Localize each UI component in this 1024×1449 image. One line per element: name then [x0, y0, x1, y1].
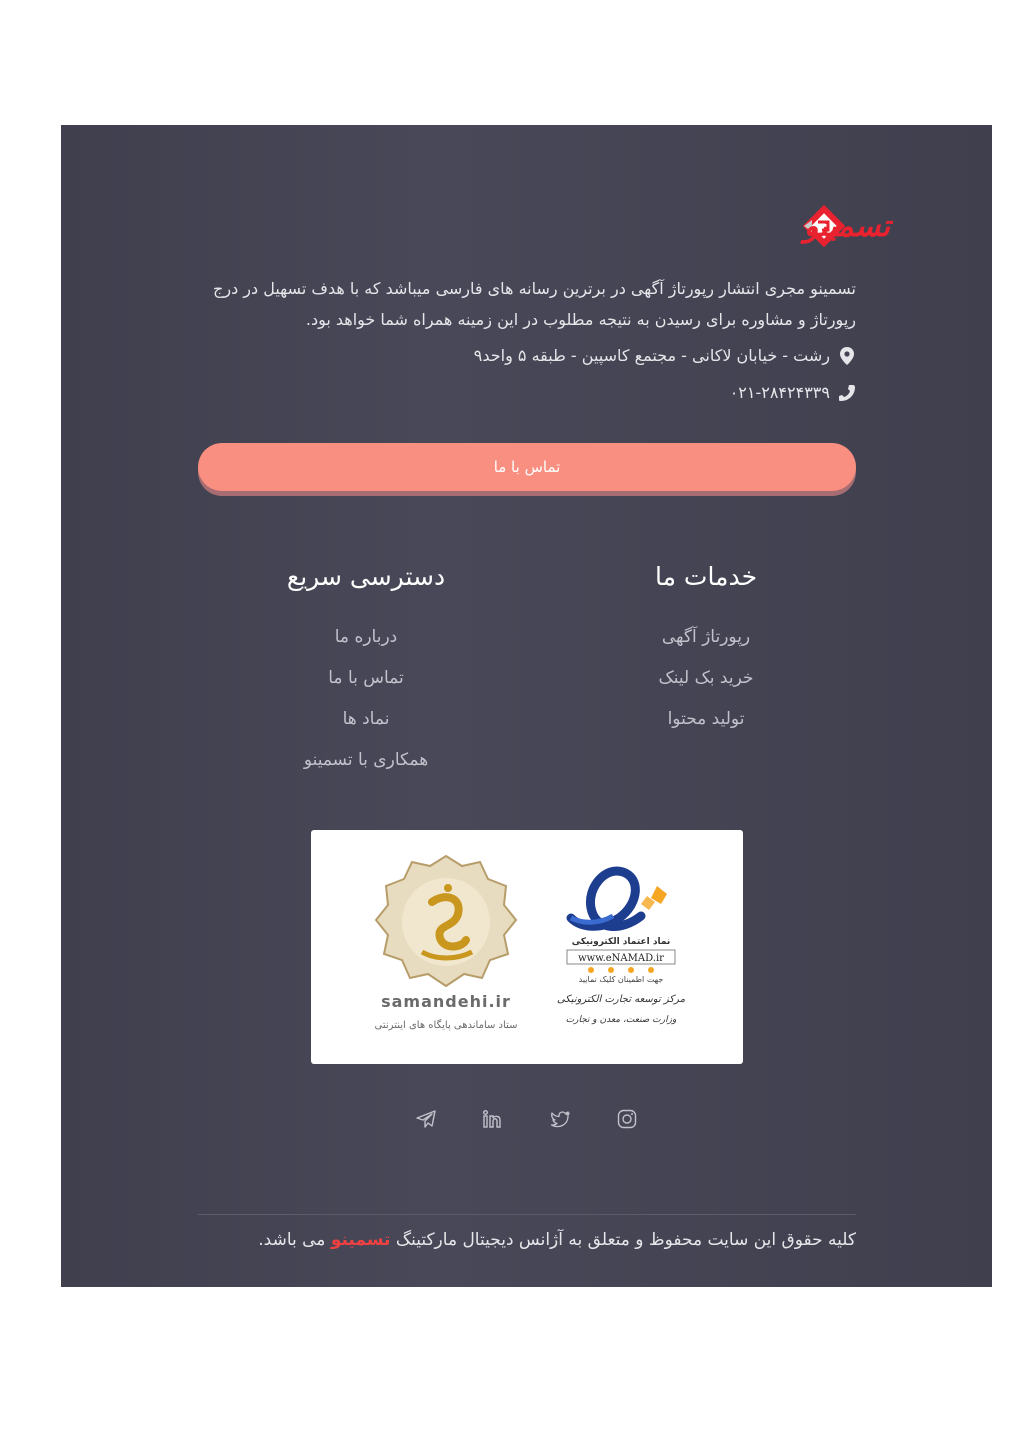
- linkedin-icon[interactable]: [481, 1108, 503, 1130]
- footer-divider: [198, 1214, 856, 1215]
- logo-wordmark: تسمینو: [804, 209, 891, 244]
- quick-access-link[interactable]: همکاری با تسمینو: [303, 750, 429, 770]
- samandehi-badge[interactable]: [366, 852, 526, 1042]
- quick-access-title: دسترسی سریع: [286, 562, 446, 591]
- phone-text[interactable]: ۰۲۱-۲۸۴۲۴۳۳۹: [729, 383, 830, 402]
- telegram-icon[interactable]: [415, 1108, 437, 1130]
- copyright-text: [198, 1225, 856, 1255]
- quick-access-column: [266, 557, 466, 781]
- phone-row: [198, 383, 856, 402]
- instagram-icon[interactable]: [616, 1108, 638, 1130]
- enamad-ministry: وزارت صنعت، معدن و تجارت: [565, 1015, 677, 1025]
- copyright-brand-link[interactable]: تسمینو: [330, 1230, 391, 1250]
- brand-logo[interactable]: [696, 202, 891, 252]
- contact-us-button[interactable]: تماس با ما: [198, 443, 856, 491]
- enamad-url: www.eNAMAD.ir: [578, 953, 664, 964]
- services-link[interactable]: تولید محتوا: [667, 709, 745, 729]
- address-text: رشت - خیابان لاکانی - مجتمع کاسپین - طبقه ۵ واحد۹: [473, 346, 830, 365]
- twitter-icon[interactable]: [549, 1108, 571, 1130]
- copyright-before: کلیه حقوق این سایت محفوظ و متعلق به آژانس دیجیتال مارکتینگ: [395, 1230, 856, 1250]
- about-description: تسمینو مجری انتشار رپورتاژ آگهی در برترین رسانه های فارسی میباشد که با هدف تسهیل در درج رپورتاژ و مشاوره برای رسیدن به نتیجه مطلوب در این زمینه همراه شما خواهد بود.: [213, 279, 856, 329]
- enamad-title: نماد اعتماد الکترونیکی: [571, 937, 671, 947]
- services-link[interactable]: خرید بک لینک: [658, 668, 754, 688]
- samandehi-domain: samandehi.ir: [381, 992, 511, 1011]
- site-footer: [61, 125, 992, 1287]
- services-column: [621, 557, 791, 740]
- quick-access-link[interactable]: تماس با ما: [328, 668, 404, 688]
- services-title: خدمات ما: [654, 562, 758, 591]
- enamad-org: مرکز توسعه تجارت الکترونیکی: [556, 994, 686, 1005]
- services-link[interactable]: رپورتاژ آگهی: [661, 627, 751, 647]
- quick-access-link[interactable]: درباره ما: [334, 627, 398, 647]
- quick-access-link[interactable]: نماد ها: [342, 709, 390, 729]
- copyright-after: می باشد.: [258, 1230, 326, 1250]
- enamad-subtitle: جهت اطمینان کلیک نمایید: [578, 975, 664, 984]
- map-marker-icon: [838, 347, 856, 365]
- address-row: [198, 346, 856, 365]
- trust-badges: [311, 830, 743, 1064]
- phone-icon: [838, 384, 856, 402]
- enamad-badge[interactable]: [556, 858, 686, 1038]
- samandehi-caption: ستاد ساماندهی پایگاه های اینترنتی: [374, 1020, 518, 1031]
